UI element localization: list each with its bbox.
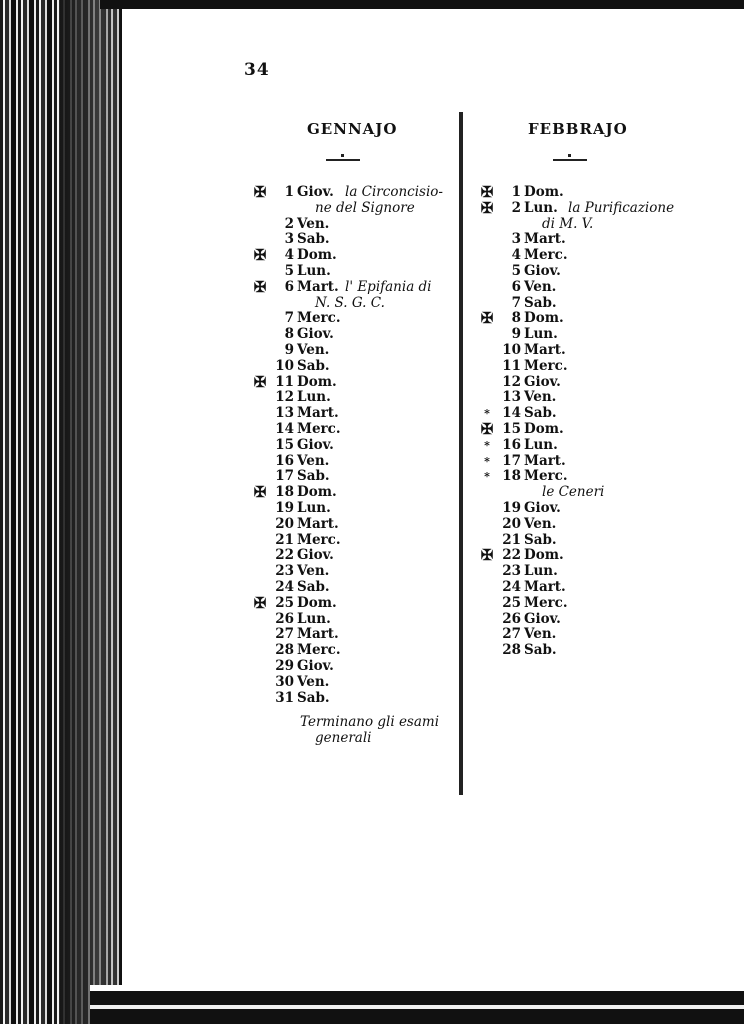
month-title-february: FEBBRAJO [528,120,628,138]
day-number: 21 [275,531,294,548]
day-number: 16 [502,436,521,453]
day-weekday: Ven. [297,673,330,690]
day-number: 9 [511,326,521,343]
day-number: 21 [502,531,521,548]
day-row [249,675,459,691]
day-row [476,311,706,327]
day-number: 10 [502,341,521,358]
day-weekday: Merc. [524,468,568,485]
day-number: 31 [275,689,294,706]
day-row [476,359,706,375]
day-weekday: Ven. [524,515,557,532]
day-number: 1 [284,184,294,200]
day-number: 11 [275,373,294,390]
asterisk-icon: * [484,470,490,484]
day-weekday: Giov. [524,610,561,627]
day-note: l' Epifania di [345,278,432,295]
day-row [476,327,706,343]
day-weekday: Merc. [297,310,341,327]
day-weekday: Dom. [297,594,337,611]
day-row [249,372,459,391]
day-weekday: Mart. [524,578,566,595]
day-weekday: Merc. [297,642,341,659]
day-row [476,517,706,533]
day-number: 20 [502,515,521,532]
day-weekday: Merc. [524,357,568,374]
day-number: 17 [502,452,521,469]
day-row [249,185,459,201]
day-number: 4 [284,247,294,264]
day-weekday: Dom. [297,373,337,390]
day-weekday: Merc. [524,594,568,611]
day-number: 24 [502,578,521,595]
footnote-line: generali [315,730,372,746]
day-number: 2 [284,215,294,232]
cross-icon: ✠ [253,593,267,612]
day-row [249,327,459,343]
day-weekday: Sab. [297,468,330,485]
day-weekday: Sab. [297,357,330,374]
day-row [249,643,459,659]
day-weekday: Merc. [524,247,568,264]
day-weekday: Sab. [297,578,330,595]
day-number: 23 [275,563,294,580]
cross-icon: ✠ [253,483,267,502]
day-weekday: Mart. [297,405,339,422]
day-weekday: Dom. [524,420,564,437]
day-row [476,548,706,564]
day-weekday: Lun. [524,563,558,580]
day-weekday: Dom. [297,247,337,264]
day-row [476,438,706,454]
day-row [249,501,459,517]
day-number: 7 [284,310,294,327]
cross-icon: ✠ [253,183,267,201]
day-row [476,185,706,201]
page-top-edge [100,0,744,9]
day-weekday: Mart. [297,515,339,532]
day-number: 29 [275,657,294,674]
day-weekday: Giov. [297,326,334,343]
cross-icon: ✠ [253,246,267,265]
day-row [249,564,459,580]
day-weekday: Lun. [297,389,331,406]
day-row [476,390,706,406]
day-weekday: Lun. [297,610,331,627]
day-weekday: Ven. [297,341,330,358]
day-weekday: Dom. [524,184,564,200]
day-note-continuation: ne del Signore [315,199,415,216]
page-bottom-edge [90,985,744,1024]
day-weekday: Mart. [297,626,339,643]
day-row [249,469,459,485]
day-weekday: Lun. [524,326,558,343]
day-weekday: Dom. [524,310,564,327]
day-note: la Purificazione [568,199,675,216]
day-row [249,485,459,501]
day-note-continuation: le Ceneri [542,484,605,501]
day-weekday: Merc. [297,420,341,437]
day-weekday: Giov. [297,436,334,453]
day-weekday: Ven. [524,626,557,643]
day-number: 20 [275,515,294,532]
february-day-list [476,185,706,659]
day-row [476,232,706,248]
day-row [476,564,706,580]
book-spine-edge [0,0,122,1024]
day-row [476,343,706,359]
day-row [249,533,459,549]
day-number: 12 [502,373,521,390]
day-number: 10 [275,357,294,374]
day-row [249,593,459,612]
day-row [476,454,706,470]
day-weekday: Mart. [297,278,339,295]
asterisk-icon: * [484,438,490,452]
day-weekday: Ven. [524,278,557,295]
day-number: 17 [275,468,294,485]
day-note-continuation: N. S. G. C. [315,294,385,311]
footnote-line: Terminano gli esami [300,714,440,730]
day-weekday: Sab. [524,294,557,311]
day-row [249,517,459,533]
day-row [249,311,459,327]
day-weekday: Sab. [524,642,557,659]
day-row [476,264,706,280]
page-number: 34 [244,60,270,80]
day-row [249,343,459,359]
day-row [476,643,706,659]
day-row [476,596,706,612]
day-number: 15 [502,420,521,437]
day-number: 18 [502,468,521,485]
day-number: 1 [511,184,521,200]
day-row [249,406,459,422]
day-number: 25 [275,594,294,611]
day-row [249,248,459,264]
day-number: 12 [275,389,294,406]
day-number: 22 [275,547,294,564]
day-weekday: Giov. [297,657,334,674]
day-row [249,627,459,643]
day-weekday: Giov. [297,547,334,564]
day-weekday: Ven. [524,389,557,406]
day-row [249,691,459,707]
day-weekday: Mart. [524,231,566,248]
day-row [476,627,706,643]
day-weekday: Lun. [524,436,558,453]
day-number: 23 [502,563,521,580]
cross-icon: ✠ [480,198,494,217]
footnote [300,714,439,746]
day-row [476,198,706,217]
month-title-january: GENNAJO [307,120,398,138]
day-row [249,264,459,280]
day-number: 26 [502,610,521,627]
day-number: 13 [275,405,294,422]
day-number: 8 [511,310,521,327]
day-weekday: Sab. [297,689,330,706]
day-number: 5 [284,262,294,279]
day-number: 11 [502,357,521,374]
day-weekday: Ven. [297,452,330,469]
day-weekday: Ven. [297,215,330,232]
day-number: 26 [275,610,294,627]
day-row [249,438,459,454]
month-title-rule [326,159,360,161]
day-row [476,580,706,596]
day-weekday: Giov. [297,184,334,200]
day-number: 27 [275,626,294,643]
day-number: 24 [275,578,294,595]
cross-icon: ✠ [480,309,494,328]
day-row [476,280,706,296]
day-number: 7 [511,294,521,311]
day-number: 4 [511,247,521,264]
day-weekday: Sab. [297,231,330,248]
day-row [249,277,459,296]
day-row [249,580,459,596]
day-number: 16 [275,452,294,469]
day-number: 27 [502,626,521,643]
day-number: 3 [284,231,294,248]
day-number: 22 [502,547,521,564]
month-title-rule [553,159,587,161]
day-number: 9 [284,341,294,358]
cross-icon: ✠ [253,277,267,296]
day-number: 19 [275,499,294,516]
column-divider [459,112,463,795]
day-number: 5 [511,262,521,279]
day-row [476,501,706,517]
day-number: 15 [275,436,294,453]
day-weekday: Lun. [297,262,331,279]
day-number: 6 [511,278,521,295]
day-number: 28 [502,642,521,659]
day-weekday: Giov. [524,499,561,516]
asterisk-icon: * [484,407,490,421]
day-number: 25 [502,594,521,611]
cross-icon: ✠ [480,183,494,201]
day-weekday: Lun. [297,499,331,516]
day-row [249,359,459,375]
day-row [476,612,706,628]
day-weekday: Lun. [524,199,558,216]
day-weekday: Dom. [524,547,564,564]
day-weekday: Giov. [524,262,561,279]
day-row [476,375,706,391]
day-note: la Circoncisio- [345,184,443,200]
day-row [476,469,706,485]
day-weekday: Mart. [524,341,566,358]
day-row [249,612,459,628]
day-weekday: Sab. [524,531,557,548]
day-row [249,232,459,248]
day-number: 3 [511,231,521,248]
day-row [476,296,706,312]
day-row [249,548,459,564]
day-weekday: Sab. [524,405,557,422]
day-number: 8 [284,326,294,343]
day-row [476,406,706,422]
day-row [249,454,459,470]
january-day-list [249,185,459,706]
day-number: 6 [284,278,294,295]
day-number: 2 [511,199,521,216]
cross-icon: ✠ [480,546,494,565]
day-number: 18 [275,484,294,501]
day-weekday: Dom. [297,484,337,501]
day-weekday: Merc. [297,531,341,548]
day-row [249,217,459,233]
day-row [249,659,459,675]
cross-icon: ✠ [480,419,494,438]
day-row [476,533,706,549]
day-note-continuation: di M. V. [542,215,594,232]
day-weekday: Mart. [524,452,566,469]
day-number: 14 [275,420,294,437]
day-number: 28 [275,642,294,659]
day-row [249,422,459,438]
day-weekday: Giov. [524,373,561,390]
day-number: 14 [502,405,521,422]
day-number: 13 [502,389,521,406]
day-row [249,390,459,406]
day-row [476,248,706,264]
asterisk-icon: * [484,454,490,468]
day-number: 30 [275,673,294,690]
day-number: 19 [502,499,521,516]
day-row [476,419,706,438]
cross-icon: ✠ [253,372,267,391]
day-weekday: Ven. [297,563,330,580]
